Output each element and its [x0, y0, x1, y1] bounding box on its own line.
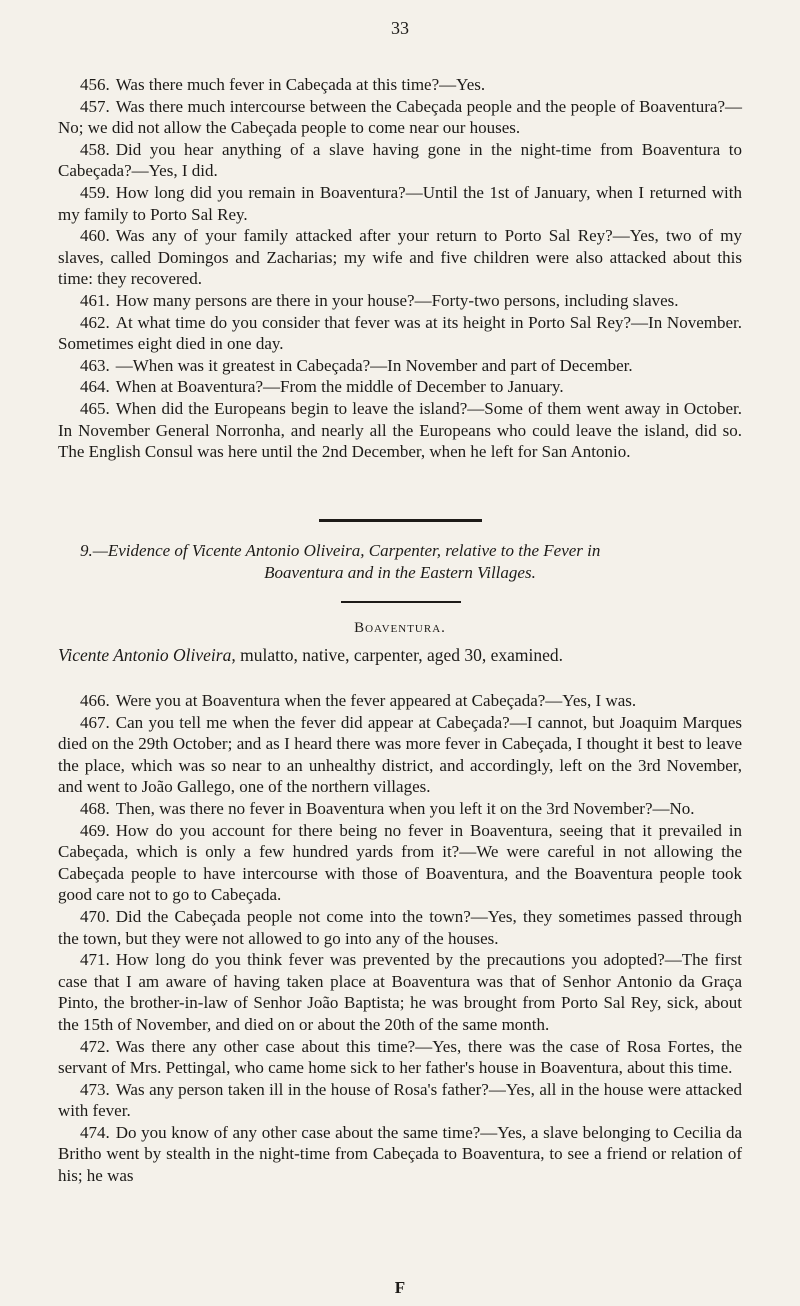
- section-heading: [58, 540, 742, 584]
- witness-line: [58, 644, 742, 666]
- question-461: 461. How many persons are there in your house?—Forty-two persons, including slaves.: [80, 290, 679, 310]
- question-468: 468. Then, was there no fever in Boaventura when you left it on the 3rd November?—No.: [80, 798, 695, 818]
- question-460: 460. Was any of your family attacked after your return to Porto Sal Rey?—Yes, two of my slaves, called Domingos and Zacharias; my wife and five children were also attacked about this time: they recovered.: [58, 226, 742, 289]
- question-466: 466. Were you at Boaventura when the fever appeared at Cabeçada?—Yes, I was.: [80, 691, 637, 710]
- question-463: 463. —When was it greatest in Cabeçada?—In November and part of December.: [80, 355, 633, 375]
- page-number: 33: [391, 18, 409, 38]
- place-heading: Boaventura.: [354, 620, 446, 636]
- witness-name: Vicente Antonio Oliveira,: [58, 645, 236, 665]
- section-divider-rule: [319, 519, 482, 522]
- question-469: 469. How do you account for there being no fever in Boaventura, seeing that it prevailed in Cabeçada, which is only a few hundred yards from it?—We were careful in not allowing the Cabeçada people to have intercourse with those of Boaventura, and the Boaventura people took good care not to go to Cabeçada.: [58, 820, 742, 905]
- question-471: 471. How long do you think fever was prevented by the precautions you adopted?—The first case that I am aware of having taken place at Boaventura was that of Senhor Antonio da Graça Pinto, the brother-in-law of Senhor João Baptista; he was brought from Porto Sal Rey, sick, about the 15th of November, and died on or about the 20th of the same month.: [58, 950, 742, 1034]
- section-heading-line-2: Boaventura and in the Eastern Villages.: [264, 563, 536, 582]
- question-472: 472. Was there any other case about this time?—Yes, there was the case of Rosa Fortes, the servant of Mrs. Pettingal, who came home sick to her father's house in Boaventura, about this time.: [58, 1036, 742, 1078]
- question-467: 467. Can you tell me when the fever did appear at Cabeçada?—I cannot, but Joaquim Marques died on the 29th October; and as I heard there was more fever in Cabeçada, I thought it best to leave the place, which was so near to an unhealthy district, and accordingly, left on the 3rd November, and went to João Gallego, one of the northern villages.: [58, 712, 742, 797]
- question-456: 456. Was there much fever in Cabeçada at this time?—Yes.: [80, 75, 486, 94]
- question-473: 473. Was any person taken ill in the house of Rosa's father?—Yes, all in the house were attacked with fever.: [58, 1079, 742, 1121]
- questions-block-top: [58, 74, 742, 463]
- heading-underline-rule: [341, 601, 461, 603]
- question-474: 474. Do you know of any other case about the same time?—Yes, a slave belonging to Cecilia da Britho went by stealth in the night-time from Cabeçada to Boaventura, to see a friend or relation of his; he was: [58, 1122, 742, 1186]
- question-464: 464. When at Boaventura?—From the middle of December to January.: [80, 377, 564, 397]
- section-heading-line-1: 9.—Evidence of Vicente Antonio Oliveira, Carpenter, relative to the Fever in: [80, 541, 601, 560]
- questions-block-bottom: [58, 690, 742, 1187]
- question-470: 470. Did the Cabeçada people not come into the town?—Yes, they sometimes passed through the town, but they were not allowed to go into any of the houses.: [58, 906, 742, 948]
- question-458: 458. Did you hear anything of a slave having gone in the night-time from Boaventura to Cabeçada?—Yes, I did.: [58, 139, 742, 181]
- witness-description: mulatto, native, carpenter, aged 30, examined.: [235, 645, 564, 665]
- question-457: 457. Was there much intercourse between the Cabeçada people and the people of Boaventura?—No; we did not allow the Cabeçada people to come near our houses.: [58, 96, 742, 138]
- question-459: 459. How long did you remain in Boaventura?—Until the 1st of January, when I returned with my family to Porto Sal Rey.: [58, 182, 742, 224]
- question-465: 465. When did the Europeans begin to leave the island?—Some of them went away in October. In November General Norronha, and nearly all the Europeans who could leave the island, did so. The English Consul was here until the 2nd December, when he left for San Antonio.: [58, 398, 742, 462]
- catchword: F: [394, 1278, 406, 1297]
- question-462: 462. At what time do you consider that fever was at its height in Porto Sal Rey?—In November. Sometimes eight died in one day.: [58, 312, 742, 354]
